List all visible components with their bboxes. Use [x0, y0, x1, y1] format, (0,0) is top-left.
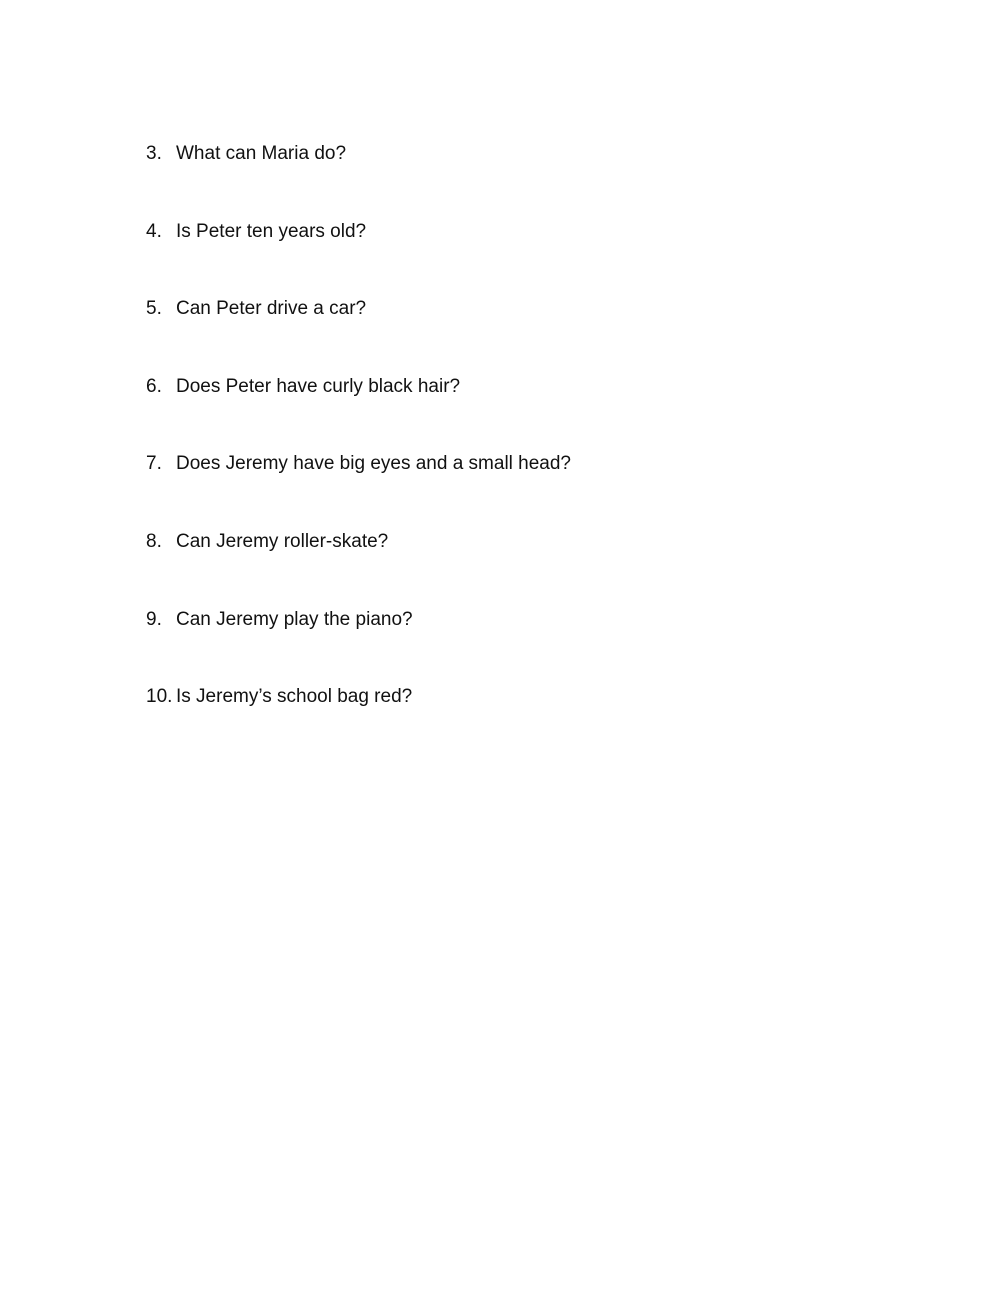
question-text: Does Jeremy have big eyes and a small head? — [176, 453, 572, 475]
question-item — [146, 452, 571, 530]
question-text: Is Peter ten years old? — [176, 220, 367, 242]
question-text: What can Maria do? — [176, 143, 347, 164]
question-item — [146, 142, 571, 220]
question-text: Does Peter have curly black hair? — [176, 375, 461, 397]
question-number: 5. — [146, 298, 162, 320]
question-number: 3. — [146, 143, 162, 164]
question-item — [146, 297, 571, 375]
question-item — [146, 375, 571, 453]
question-text: Is Jeremy’s school bag red? — [176, 686, 413, 708]
question-item — [146, 530, 571, 608]
question-number: 8. — [146, 530, 162, 552]
question-text: Can Peter drive a car? — [176, 298, 367, 320]
question-item — [146, 220, 571, 298]
question-number: 10. — [146, 686, 173, 708]
question-item — [146, 685, 571, 763]
question-text: Can Jeremy roller-skate? — [176, 530, 389, 552]
question-list — [146, 142, 571, 763]
question-text: Can Jeremy play the piano? — [176, 608, 413, 630]
question-item — [146, 608, 571, 686]
question-number: 4. — [146, 220, 162, 242]
question-number: 6. — [146, 375, 162, 397]
question-number: 7. — [146, 453, 162, 475]
question-number: 9. — [146, 608, 162, 630]
